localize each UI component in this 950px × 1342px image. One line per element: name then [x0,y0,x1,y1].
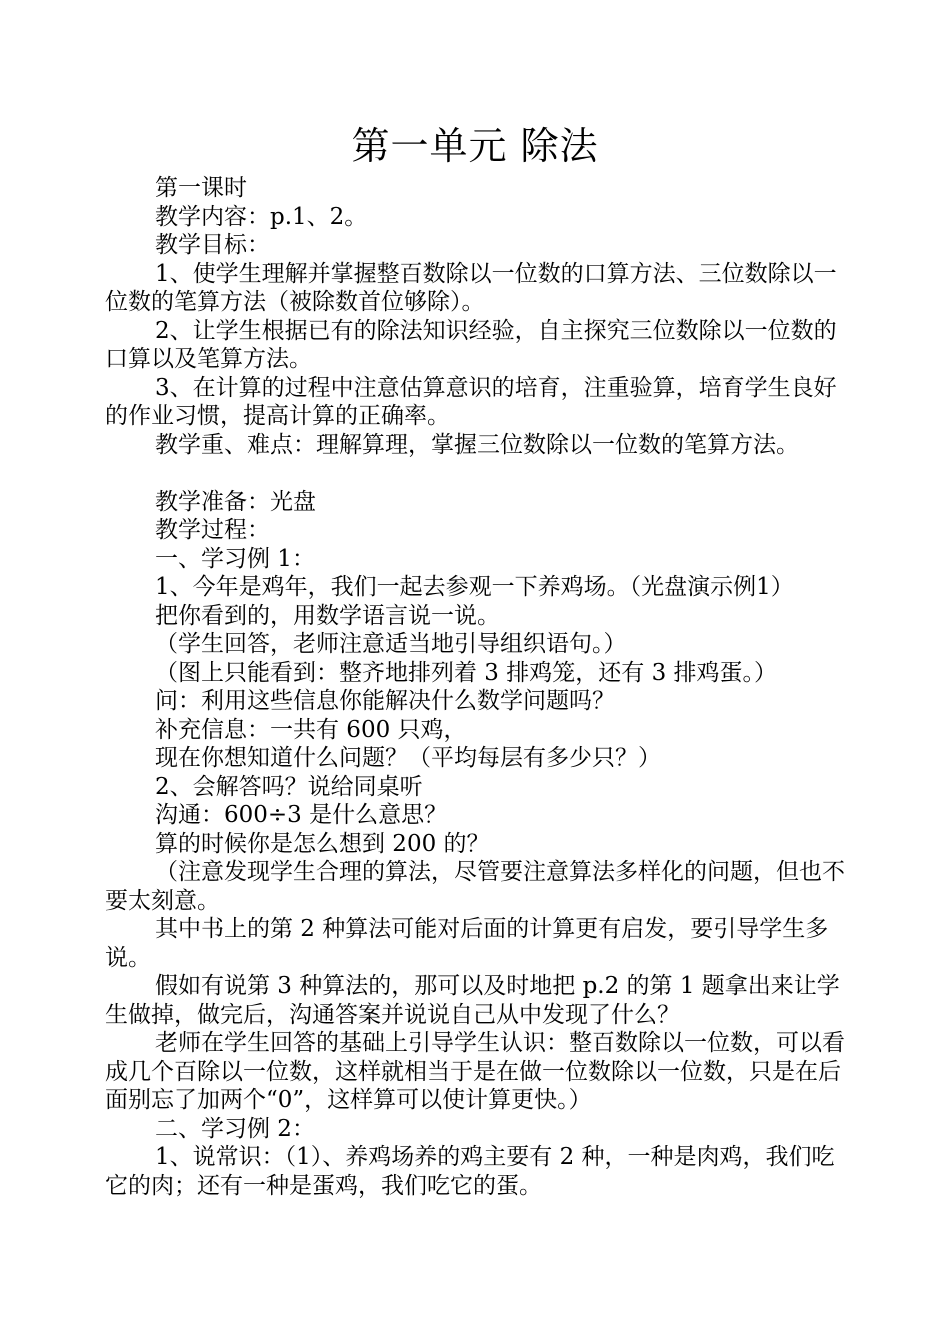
paragraph-example-1-heading: 一、学习例 1： [155,545,315,572]
paragraph-note-algorithms: （注意发现学生合理的算法，尽管要注意算法多样化的问题，但也不要太刻意。 [105,859,845,914]
paragraph-key-points: 教学重、难点：理解算理，掌握三位数除以一位数的笔算方法。 [155,431,799,458]
paragraph-student-answer: （学生回答，老师注意适当地引导组织语句。） [155,631,627,657]
paragraph-teacher-guide: 老师在学生回答的基础上引导学生认识：整百数除以一位数，可以看成几个百除以一位数，这样就相当于是在做一位数除以一位数，只是在后面别忘了加两个“0”，这样算可以使计算更快。） [105,1030,845,1113]
paragraph-process: 教学过程： [155,517,270,543]
paragraph-blank [105,459,850,488]
paragraph-how-200: 算的时候你是怎么想到 200 的？ [155,830,490,857]
paragraph-question: 问：利用这些信息你能解决什么数学问题吗？ [155,688,615,714]
paragraph-goal-2: 2、让学生根据已有的除法知识经验，自主探究三位数除以一位数的口算以及笔算方法。 [105,317,837,372]
paragraph-picture-note: （图上只能看到：整齐地排列着 3 排鸡笼，还有 3 排鸡蛋。） [155,659,778,686]
paragraph-example-2-step-1: 1、说常识：（1）、养鸡场养的鸡主要有 2 种，一种是肉鸡，我们吃它的肉；还有一种是蛋鸡，我们吃它的蛋。 [105,1144,835,1199]
paragraph-goals-heading: 教学目标： [155,232,270,258]
paragraph-content: 教学内容：p.1、2。 [155,203,368,230]
paragraph-method-3: 假如有说第 3 种算法的，那可以及时地把 p.2 的第 1 题拿出来让学生做掉，做完后，沟通答案并说说自己从中发现了什么？ [105,973,840,1028]
paragraph-example-1-step-2: 2、会解答吗？说给同桌听 [155,773,423,800]
paragraph-goal-1: 1、使学生理解并掌握整百数除以一位数的口算方法、三位数除以一位数的笔算方法（被除数首位够除）。 [105,260,837,315]
paragraph-preparation: 教学准备：光盘 [155,488,316,515]
document-title: 第一单元 除法 [351,124,599,168]
paragraph-want-to-know: 现在你想知道什么问题？（平均每层有多少只？） [155,745,661,771]
paragraph-describe: 把你看到的，用数学语言说一说。 [155,602,500,629]
paragraph-goal-3: 3、在计算的过程中注意估算意识的培育，注重验算，培育学生良好的作业习惯，提高计算的正确率。 [105,374,837,429]
paragraph-example-2-heading: 二、学习例 2： [155,1115,315,1142]
paragraph-lesson: 第一课时 [155,175,247,201]
paragraph-extra-info: 补充信息：一共有 600 只鸡， [155,716,467,743]
paragraph-example-1-step-1: 1、今年是鸡年，我们一起去参观一下养鸡场。（光盘演示例1） [155,574,794,600]
document-body [105,174,850,1200]
paragraph-communicate: 沟通：600÷3 是什么意思？ [155,802,448,828]
paragraph-method-2: 其中书上的第 2 种算法可能对后面的计算更有启发，要引导学生多说。 [105,916,829,971]
